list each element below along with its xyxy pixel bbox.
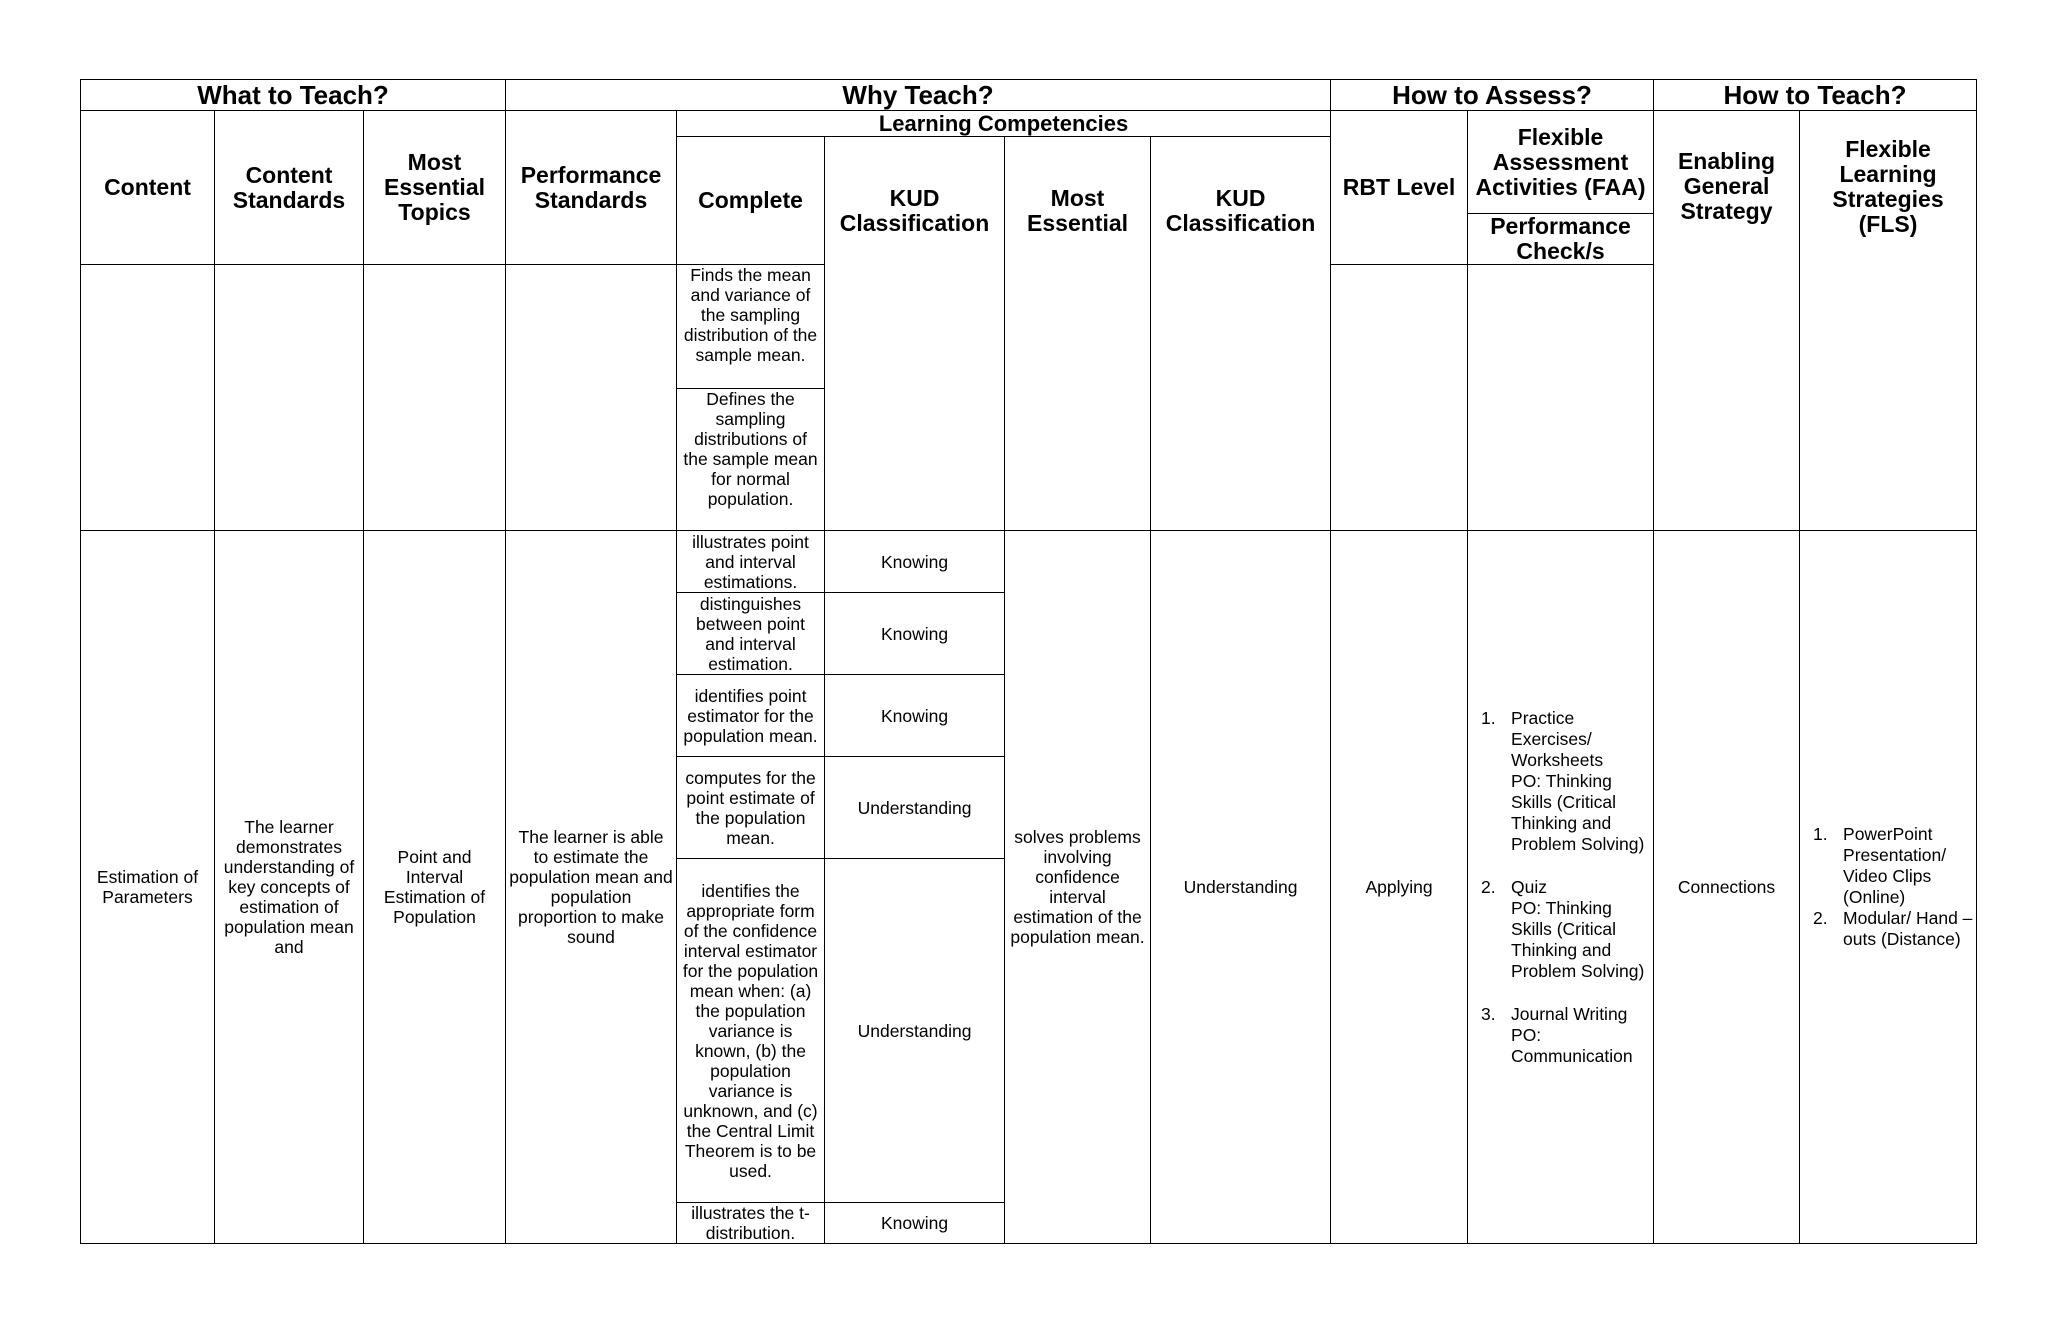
content-cell: Estimation of Parameters <box>81 531 215 1244</box>
header-faa: Flexible Assessment Activities (FAA) <box>1468 111 1654 214</box>
fls-cell <box>1800 531 1977 1244</box>
header-learning-competencies: Learning Competencies <box>677 111 1331 137</box>
empty-cell <box>364 265 506 531</box>
fls-item: 1. PowerPoint Presentation/ Video Clips (Online) <box>1813 824 1947 907</box>
kud-cell: Understanding <box>825 757 1005 859</box>
competency-cell: computes for the point estimate of the population mean. <box>677 757 825 859</box>
most-essential-topics-cell: Point and Interval Estimation of Population <box>364 531 506 1244</box>
faa-cell <box>1468 531 1654 1244</box>
curriculum-map-table <box>80 79 1977 1244</box>
header-performance-checks: Performance Check/s <box>1468 214 1654 265</box>
section-what-to-teach: What to Teach? <box>81 80 506 111</box>
empty-cell <box>81 265 215 531</box>
kud-cell: Knowing <box>825 593 1005 675</box>
kud-cell: Knowing <box>825 1203 1005 1244</box>
kud-cell: Knowing <box>825 675 1005 757</box>
header-fls: Flexible Learning Strategies (FLS) <box>1800 111 1977 531</box>
section-how-to-teach: How to Teach? <box>1654 80 1977 111</box>
empty-cell <box>1331 265 1468 531</box>
header-rbt-level: RBT Level <box>1331 111 1468 265</box>
faa-item: 2. Quiz PO: Thinking Skills (Critical Thinking and Problem Solving) <box>1481 876 1645 981</box>
header-kud-classification: KUD Classification <box>825 137 1005 531</box>
kud-cell: Knowing <box>825 531 1005 593</box>
pre-competency: Defines the sampling distributions of the sample mean for normal population. <box>677 389 825 531</box>
competency-cell: identifies point estimator for the population mean. <box>677 675 825 757</box>
empty-cell <box>1468 265 1654 531</box>
fls-item: 2. Modular/ Hand – outs (Distance) <box>1813 908 1973 949</box>
section-how-to-assess: How to Assess? <box>1331 80 1654 111</box>
header-performance-standards: Performance Standards <box>506 111 677 265</box>
header-most-essential: Most Essential <box>1005 137 1151 531</box>
competency-cell: illustrates point and interval estimations. <box>677 531 825 593</box>
content-standards-cell: The learner demonstrates understanding of key concepts of estimation of population mean and <box>215 531 364 1244</box>
fls-list <box>1803 824 1973 950</box>
kud-cell: Understanding <box>825 859 1005 1203</box>
header-enabling-strategy: Enabling General Strategy <box>1654 111 1800 531</box>
faa-list <box>1471 708 1650 1067</box>
empty-cell <box>215 265 364 531</box>
kud-most-essential-cell: Understanding <box>1151 531 1331 1244</box>
competency-cell: identifies the appropriate form of the confidence interval estimator for the population mean when: (a) the population variance is known, (b) the population variance is unknown, and (c) the Central Limit Theorem is to be used. <box>677 859 825 1203</box>
header-content-standards: Content Standards <box>215 111 364 265</box>
faa-item: 1. Practice Exercises/ Worksheets PO: Thinking Skills (Critical Thinking and Problem Solving) <box>1481 707 1645 854</box>
faa-item: 3. Journal Writing PO: Communication <box>1481 1003 1633 1066</box>
competency-cell: illustrates the t-distribution. <box>677 1203 825 1244</box>
pre-competency: Finds the mean and variance of the sampling distribution of the sample mean. <box>677 265 825 389</box>
header-most-essential-topics: Most Essential Topics <box>364 111 506 265</box>
rbt-level-cell: Applying <box>1331 531 1468 1244</box>
performance-standards-cell: The learner is able to estimate the population mean and population proportion to make sound <box>506 531 677 1244</box>
competency-cell: distinguishes between point and interval estimation. <box>677 593 825 675</box>
header-content: Content <box>81 111 215 265</box>
most-essential-cell: solves problems involving confidence interval estimation of the population mean. <box>1005 531 1151 1244</box>
header-kud-classification-2: KUD Classification <box>1151 137 1331 531</box>
header-complete: Complete <box>677 137 825 265</box>
section-why-teach: Why Teach? <box>506 80 1331 111</box>
enabling-strategy-cell: Connections <box>1654 531 1800 1244</box>
empty-cell <box>506 265 677 531</box>
